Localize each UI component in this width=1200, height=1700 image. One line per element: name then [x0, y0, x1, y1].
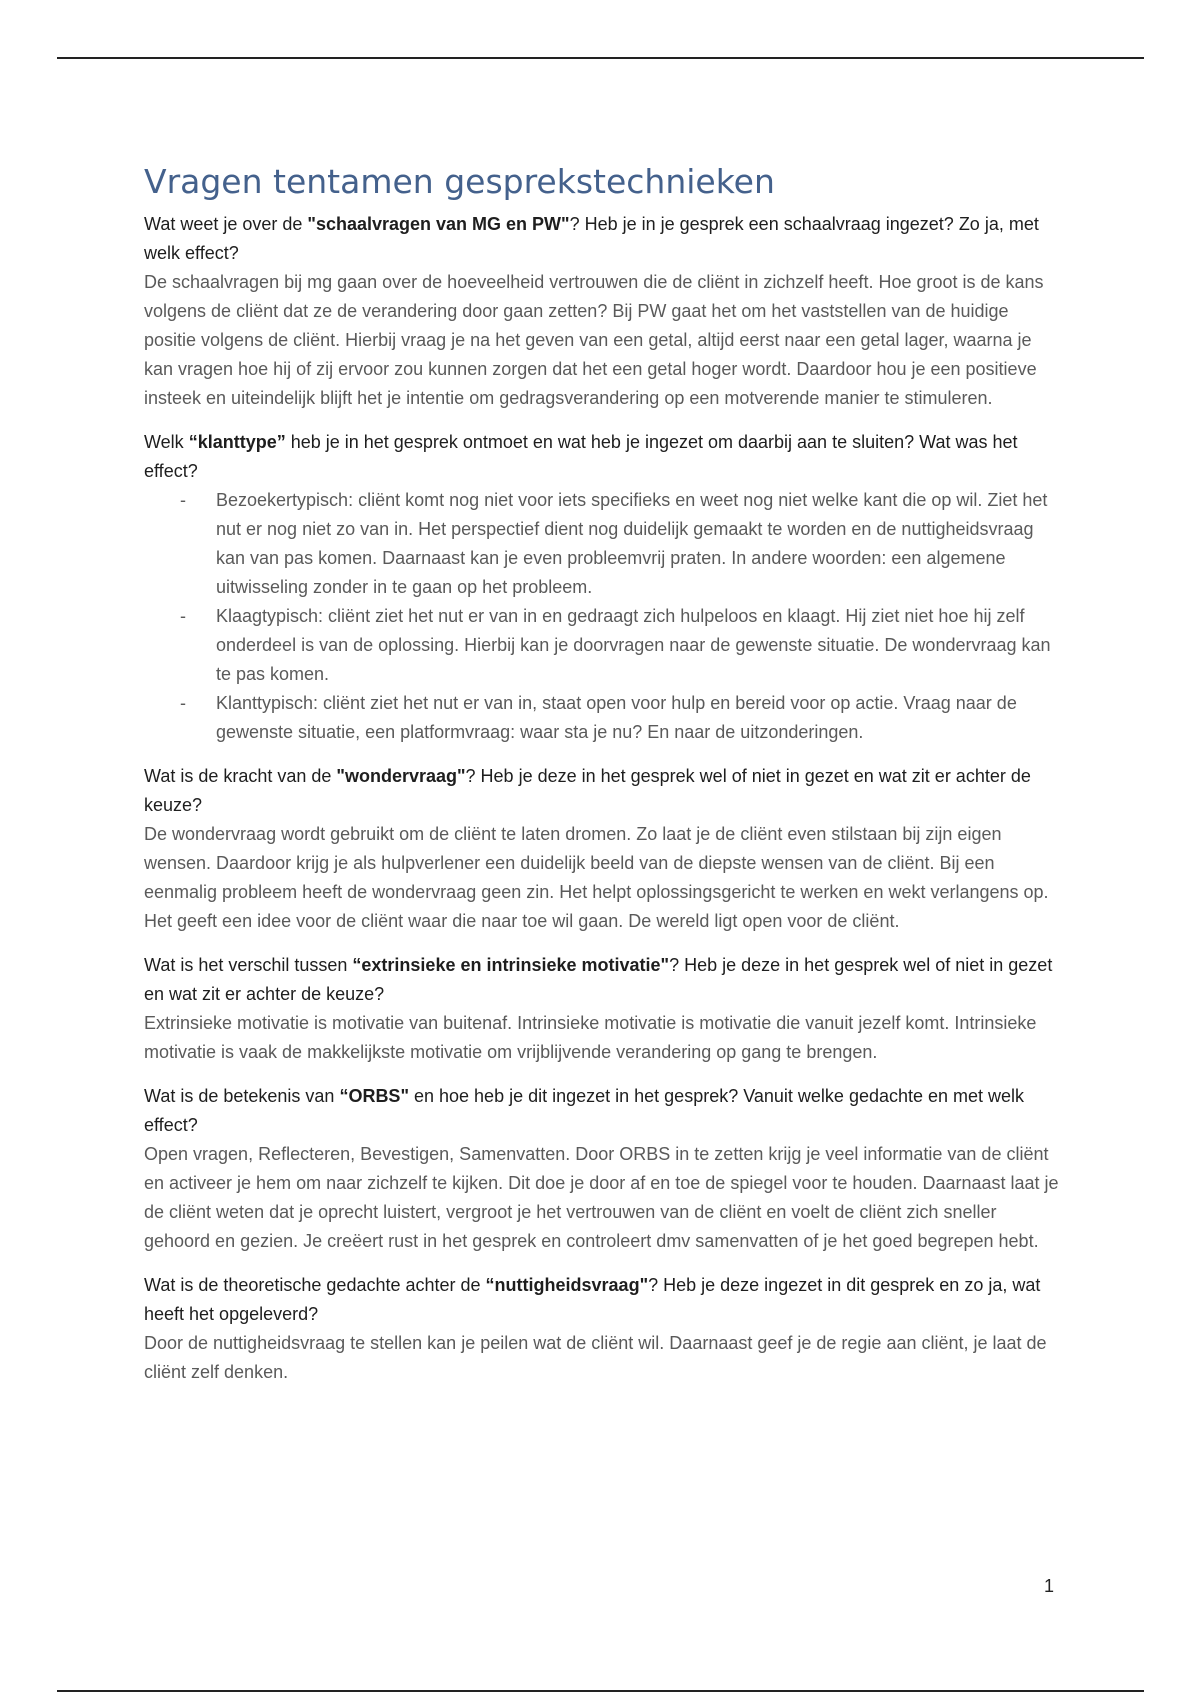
- question-text: Wat is de kracht van de: [144, 766, 337, 786]
- bullet-dash: -: [180, 490, 186, 510]
- question-motivatie: [144, 951, 1062, 1009]
- question-keyword: "wondervraag": [336, 766, 466, 786]
- page-number: 1: [1044, 1576, 1055, 1596]
- question-text: Wat weet je over de: [144, 214, 308, 234]
- question-keyword: “extrinsieke en intrinsieke motivatie": [352, 955, 670, 975]
- question-schaalvragen: [144, 210, 1062, 268]
- question-text: Wat is de betekenis van: [144, 1086, 340, 1106]
- bullet-dash: -: [180, 693, 186, 713]
- question-nuttigheidsvraag: [144, 1271, 1062, 1329]
- answer-schaalvragen: De schaalvragen bij mg gaan over de hoeveelheid vertrouwen die de cliënt in zichzelf heeft. Hoe groot is de kans volgens de cliënt dat ze de verandering door gaan zetten? Bij PW gaat het om het vaststellen van de huidige positie volgens de cliënt. Hierbij vraag je na het geven van een getal, altijd eerst naar een getal lager, waarna je kan vragen hoe hij of zij ervoor zou kunnen zorgen dat het een getal hoger wordt. Daardoor hou je een positieve insteek en uiteindelijk blijft het je intentie om gedragsverandering op een motverende manier te stimuleren.: [144, 272, 1044, 408]
- page-title: Vragen tentamen gesprekstechnieken: [144, 162, 775, 201]
- question-text: ? Heb je deze in het gesprek wel of niet in gezet en wat zit er achter de keuze?: [144, 955, 1053, 1004]
- question-text: ? Heb je deze ingezet in dit gesprek en zo ja, wat heeft het opgeleverd?: [144, 1275, 1041, 1324]
- answer-orbs: Open vragen, Reflecteren, Bevestigen, Samenvatten. Door ORBS in te zetten krijg je veel informatie van de cliënt en activeer je hem om naar zichzelf te kijken. Dit doe je door af en toe de spiegel voor te houden. Daarnaast laat je de cliënt weten dat je oprecht luistert, vergroot je het vertrouwen van de cliënt en voelt de cliënt zich sneller gehoord en gezien. Je creëert rust in het gesprek en controleert dmv samenvatten of je het goed begrepen hebt.: [144, 1144, 1059, 1251]
- question-text: ? Heb je in je gesprek een schaalvraag ingezet? Zo ja, met welk effect?: [144, 214, 1039, 263]
- klanttype-list: [144, 486, 1062, 747]
- question-keyword: “klanttype”: [188, 432, 286, 452]
- question-text: ? Heb je deze in het gesprek wel of niet in gezet en wat zit er achter de keuze?: [144, 766, 1031, 815]
- list-item: [180, 689, 1062, 747]
- list-item-text: Klanttypisch: cliënt ziet het nut er van in, staat open voor hulp en bereid voor op actie. Vraag naar de gewenste situatie, een platformvraag: waar sta je nu? En naar de uitzonderingen.: [216, 693, 1017, 742]
- header-rule: [57, 57, 1144, 59]
- question-text: heb je in het gesprek ontmoet en wat heb je ingezet om daarbij aan te sluiten? Wat was het effect?: [144, 432, 1018, 481]
- footer-rule: [57, 1690, 1144, 1692]
- question-klanttype: [144, 428, 1062, 486]
- list-item-text: Bezoekertypisch: cliënt komt nog niet voor iets specifieks en weet nog niet welke kant die op wil. Ziet het nut er nog niet zo van in. Het perspectief dient nog duidelijk gemaakt te worden en de nuttigheidsvraag kan van pas komen. Daarnaast kan je even probleemvrij praten. In andere woorden: een algemene uitwisseling zonder in te gaan op het probleem.: [216, 490, 1048, 597]
- list-item: [180, 486, 1062, 602]
- question-text: en hoe heb je dit ingezet in het gesprek? Vanuit welke gedachte en met welk effect?: [144, 1086, 1025, 1135]
- question-orbs: [144, 1082, 1062, 1140]
- list-item: [180, 602, 1062, 689]
- answer-nuttigheidsvraag: Door de nuttigheidsvraag te stellen kan je peilen wat de cliënt wil. Daarnaast geef je de regie aan cliënt, je laat de cliënt zelf denken.: [144, 1333, 1047, 1382]
- list-item-text: Klaagtypisch: cliënt ziet het nut er van in en gedraagt zich hulpeloos en klaagt. Hij ziet niet hoe hij zelf onderdeel is van de oplossing. Hierbij kan je doorvragen naar de gewenste situatie. De wondervraag kan te pas komen.: [216, 606, 1051, 684]
- question-keyword: “ORBS": [339, 1086, 409, 1106]
- answer-motivatie: Extrinsieke motivatie is motivatie van buitenaf. Intrinsieke motivatie is motivatie die vanuit jezelf komt. Intrinsieke motivatie is vaak de makkelijkste motivatie om vrijblijvende verandering op gang te brengen.: [144, 1013, 1037, 1062]
- question-text: Welk: [144, 432, 189, 452]
- question-wondervraag: [144, 762, 1062, 820]
- document-body: [144, 160, 1062, 1387]
- answer-wondervraag: De wondervraag wordt gebruikt om de cliënt te laten dromen. Zo laat je de cliënt even stilstaan bij zijn eigen wensen. Daardoor krijg je als hulpverlener een duidelijk beeld van de diepste wensen van de cliënt. Bij een eenmalig probleem heeft de wondervraag geen zin. Het helpt oplossingsgericht te werken en wekt verlangens op. Het geeft een idee voor de cliënt waar die naar toe wil gaan. De wereld ligt open voor de cliënt.: [144, 824, 1049, 931]
- question-text: Wat is het verschil tussen: [144, 955, 353, 975]
- question-keyword: “nuttigheidsvraag": [485, 1275, 649, 1295]
- question-text: Wat is de theoretische gedachte achter de: [144, 1275, 486, 1295]
- question-keyword: "schaalvragen van MG en PW": [307, 214, 570, 234]
- bullet-dash: -: [180, 606, 186, 626]
